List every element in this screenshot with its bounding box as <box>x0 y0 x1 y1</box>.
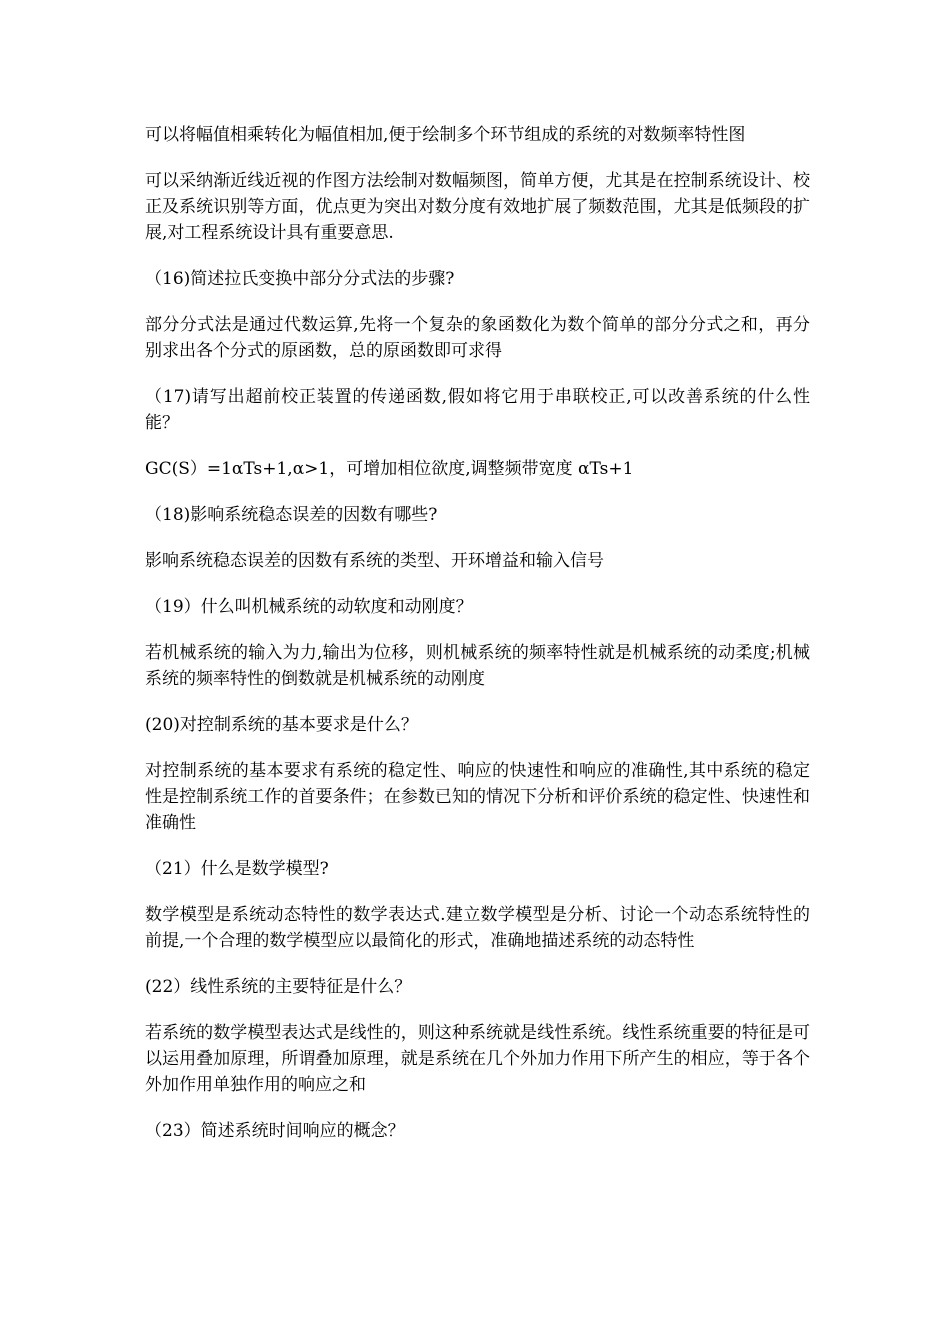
answer-paragraph: 可以采纳渐近线近视的作图方法绘制对数幅频图，简单方便，尤其是在控制系统设计、校正及系统识别等方面，优点更为突出对数分度有效地扩展了频数范围，尤其是低频段的扩展,对工程系统设计具有重要意思. <box>145 171 810 243</box>
answer-22: 若系统的数学模型表达式是线性的，则这种系统就是线性系统。线性系统重要的特征是可以运用叠加原理，所谓叠加原理，就是系统在几个外加力作用下所产生的相应，等于各个外加作用单独作用的响应之和 <box>145 1023 810 1095</box>
question-20: (20)对控制系统的基本要求是什么？ <box>145 715 418 735</box>
answer-21: 数学模型是系统动态特性的数学表达式.建立数学模型是分析、讨论一个动态系统特性的前提,一个合理的数学模型应以最简化的形式，准确地描述系统的动态特性 <box>145 905 810 951</box>
document-page <box>145 122 810 1164</box>
question-16: （16)简述拉氏变换中部分分式法的步骤? <box>145 269 455 289</box>
question-19: （19）什么叫机械系统的动软度和动刚度？ <box>145 597 473 617</box>
question-23: （23）简述系统时间响应的概念？ <box>145 1121 405 1141</box>
question-22: (22）线性系统的主要特征是什么？ <box>145 977 412 997</box>
question-17: （17)请写出超前校正装置的传递函数,假如将它用于串联校正,可以改善系统的什么性能？ <box>145 387 810 433</box>
question-18: （18)影响系统稳态误差的因数有哪些? <box>145 505 438 525</box>
question-21: （21）什么是数学模型? <box>145 859 329 879</box>
answer-18: 影响系统稳态误差的因数有系统的类型、开环增益和输入信号 <box>145 551 604 571</box>
answer-16: 部分分式法是通过代数运算,先将一个复杂的象函数化为数个简单的部分分式之和，再分别求出各个分式的原函数，总的原函数即可求得 <box>145 315 810 361</box>
answer-20: 对控制系统的基本要求有系统的稳定性、响应的快速性和响应的准确性,其中系统的稳定性是控制系统工作的首要条件；在参数已知的情况下分析和评价系统的稳定性、快速性和准确性 <box>145 761 810 833</box>
answer-paragraph: 可以将幅值相乘转化为幅值相加,便于绘制多个环节组成的系统的对数频率特性图 <box>145 125 746 145</box>
answer-17: GC(S）=1αTs+1,α>1，可增加相位欲度,调整频带宽度 αTs+1 <box>145 459 634 479</box>
answer-19: 若机械系统的输入为力,输出为位移，则机械系统的频率特性就是机械系统的动柔度;机械系统的频率特性的倒数就是机械系统的动刚度 <box>145 643 810 689</box>
